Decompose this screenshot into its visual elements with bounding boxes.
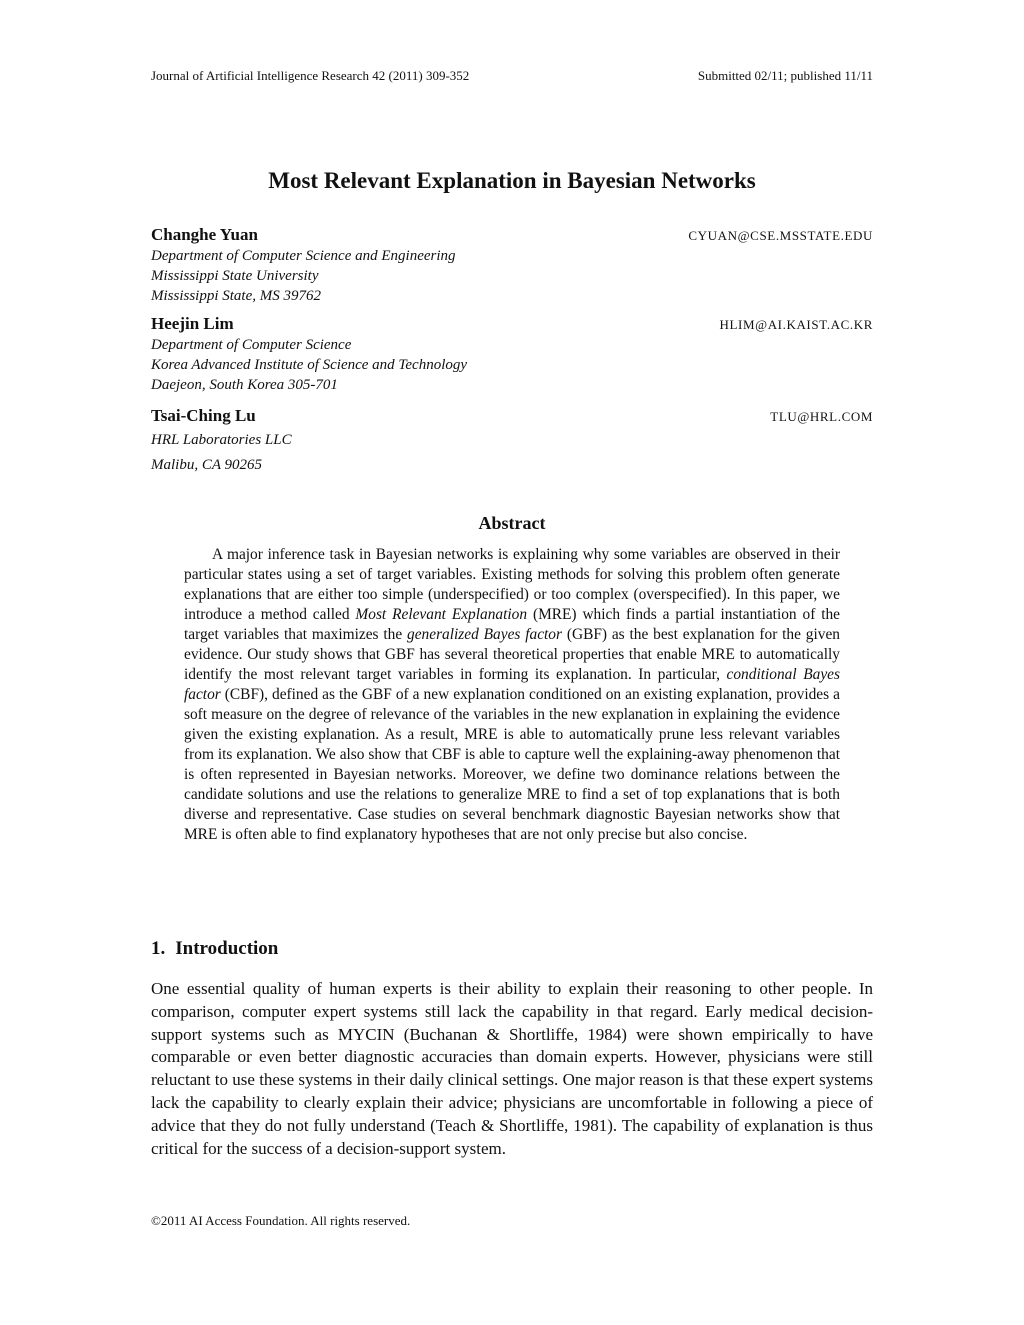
affiliation-line: Department of Computer Science and Engineering <box>151 248 456 264</box>
copyright-footer: ©2011 AI Access Foundation. All rights reserved. <box>151 1213 411 1228</box>
affiliation-line: Korea Advanced Institute of Science and Technology <box>151 357 468 373</box>
introduction-body <box>151 978 873 1160</box>
term-conditional-bayes-factor: conditional Bayes factor <box>184 666 840 703</box>
section-heading-introduction <box>151 937 278 961</box>
abstract-paragraph: A major inference task in Bayesian networks is explaining why some variables are observed in their particular states using a set of target variables. Existing methods for solving this problem often generate explanations that are either too simple (underspecified) or too complex (overspecified). In this paper, we introduce a method called Most Relevant Explanation (MRE) which finds a partial instantiation of the target variables that maximizes the generalized Bayes factor (GBF) as the best explanation for the given evidence. Our study shows that GBF has several theoretical properties that enable MRE to automatically identify the most relevant target variables in forming its explanation. In particular, conditional Bayes factor (CBF), defined as the GBF of a new explanation conditioned on an existing explanation, provides a soft measure on the degree of relevance of the variables in the new explanation in explaining the evidence given the existing explanation. As a result, MRE is able to automatically prune less relevant variables from its explanation. We also show that CBF is able to capture well the explaining-away phenomenon that is often represented in Bayesian networks. Moreover, we define two dominance relations between the candidate solutions and use the relations to generalize MRE to find a set of top explanations that is both diverse and representative. Case studies on several benchmark diagnostic Bayesian networks show that MRE is often able to find explanatory hypotheses that are not only precise but also concise. <box>184 546 841 843</box>
author-name: Tsai-Ching Lu <box>151 406 256 425</box>
submission-dates: Submitted 02/11; published 11/11 <box>697 68 873 83</box>
abstract-heading: Abstract <box>478 513 546 533</box>
term-generalized-bayes-factor: generalized Bayes factor <box>407 626 562 643</box>
affiliation-line: HRL Laboratories LLC <box>151 432 292 448</box>
author-email[interactable]: CYUAN@CSE.MSSTATE.EDU <box>688 228 873 243</box>
introduction-paragraph: One essential quality of human experts is their ability to explain their reasoning to other people. In comparison, computer expert systems still lack the capability in that regard. Early medical decision-support systems such as MYCIN (Buchanan & Shortliffe, 1984) were shown empirically to have comparable or even better diagnostic accuracies than domain experts. However, physicians were still reluctant to use these systems in their daily clinical settings. One major reason is that these expert systems lack the capability to clearly explain their advice; physicians are uncomfortable in following a piece of advice that they do not fully understand (Teach & Shortliffe, 1981). The capability of explanation is thus critical for the success of a decision-support system. <box>151 979 873 1158</box>
term-most-relevant-explanation: Most Relevant Explanation <box>355 606 528 623</box>
author-email[interactable]: TLU@HRL.COM <box>770 409 873 424</box>
affiliation-line: Malibu, CA 90265 <box>151 457 262 473</box>
abstract-body <box>184 545 840 845</box>
author-name: Changhe Yuan <box>151 225 258 244</box>
affiliation-line: Mississippi State, MS 39762 <box>151 288 322 304</box>
journal-citation: Journal of Artificial Intelligence Research 42 (2011) 309-352 <box>151 68 470 83</box>
affiliation-line: Mississippi State University <box>151 268 319 284</box>
author-block-lim <box>151 313 873 395</box>
author-name: Heejin Lim <box>151 314 234 333</box>
section-title: Introduction <box>175 938 279 959</box>
affiliation-line: Department of Computer Science <box>151 337 352 353</box>
affiliation-line: Daejeon, South Korea 305-701 <box>151 377 338 393</box>
author-block-yuan <box>151 224 873 306</box>
paper-title: Most Relevant Explanation in Bayesian Networks <box>268 168 756 193</box>
author-email[interactable]: HLIM@AI.KAIST.AC.KR <box>719 317 873 332</box>
running-head <box>151 68 873 84</box>
section-number: 1. <box>151 938 166 959</box>
author-block-lu <box>151 405 873 477</box>
